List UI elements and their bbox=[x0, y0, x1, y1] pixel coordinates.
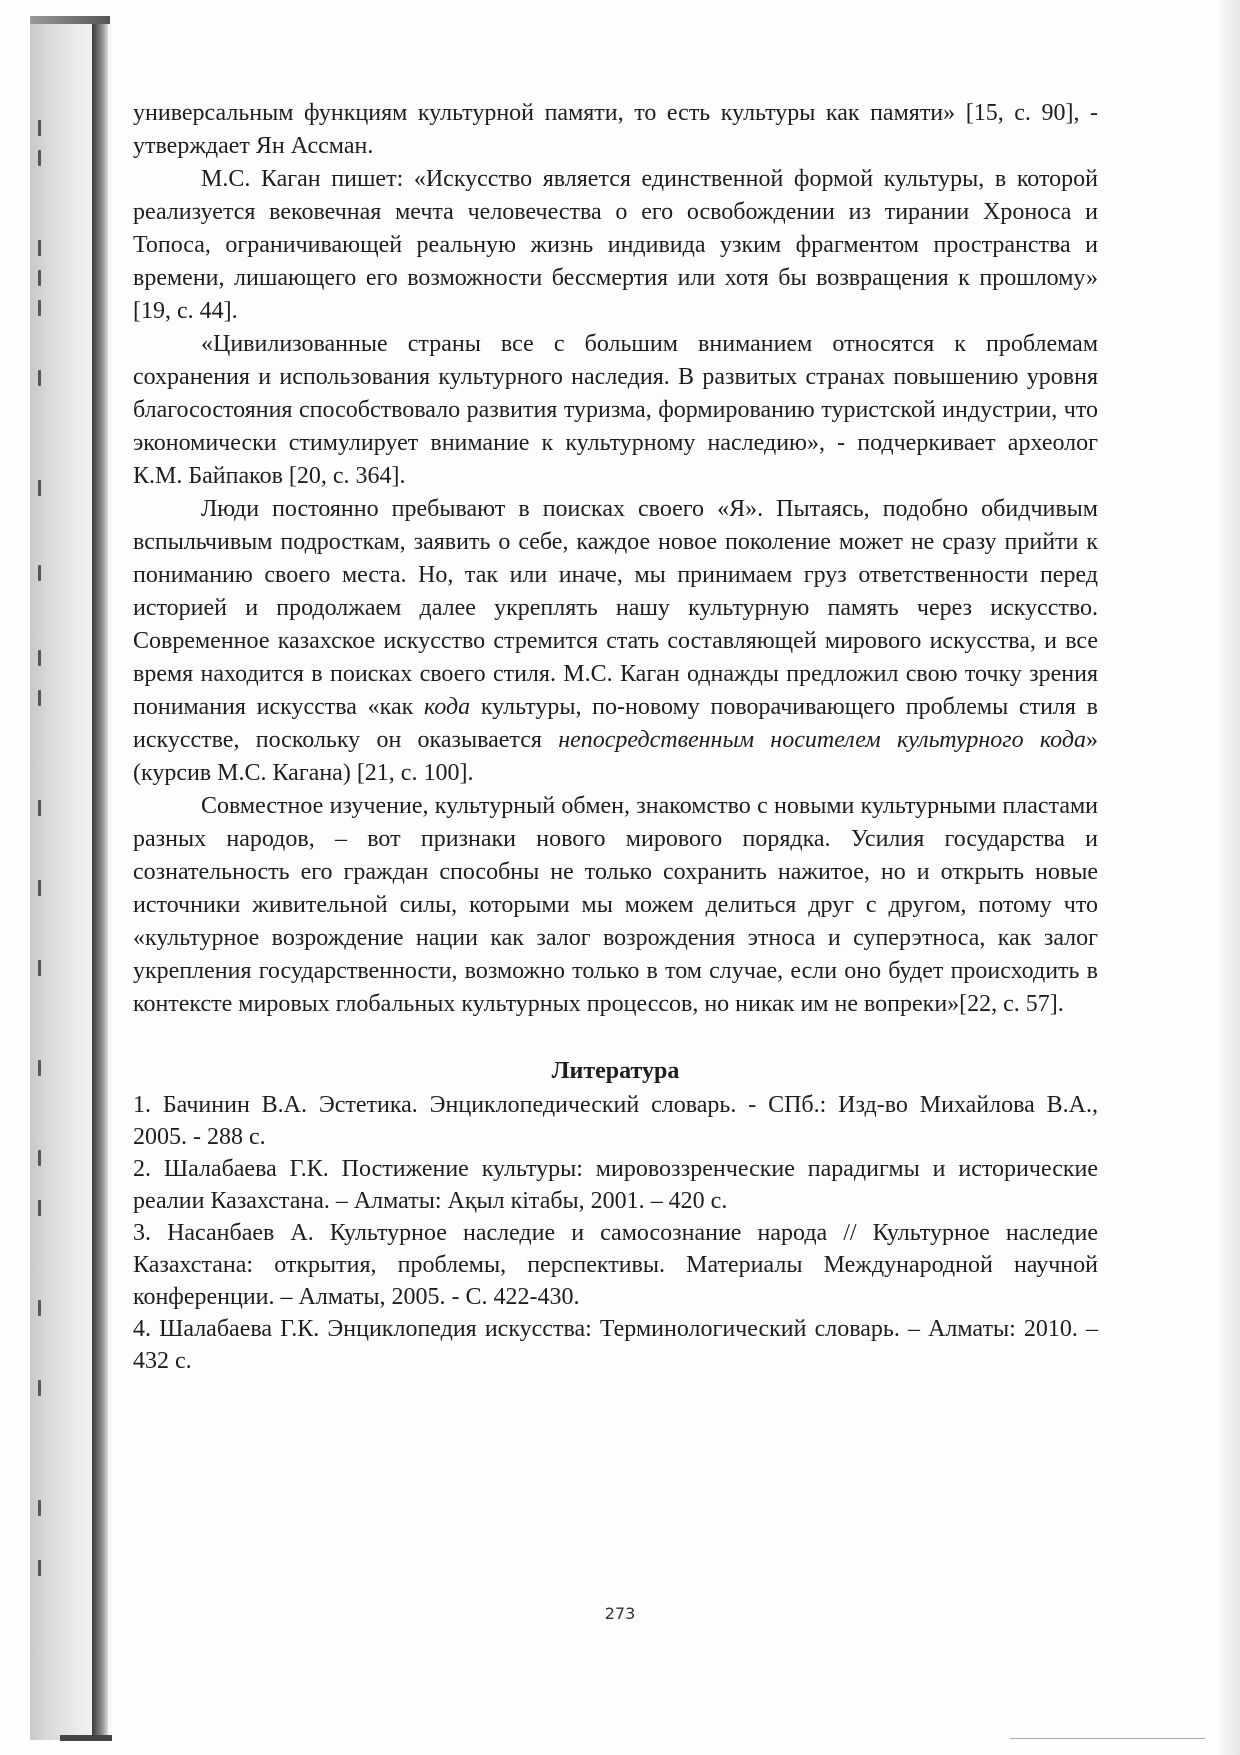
scan-artifact-line bbox=[1010, 1738, 1205, 1739]
paragraph-4-text-c: » (курсив М.С. Кагана) [21, с. 100]. bbox=[133, 727, 1098, 786]
binding-edge-top bbox=[30, 16, 110, 24]
reference-item-3: 3. Насанбаев А. Культурное наследие и самосознание народа // Культурное наследие Казахстана: открытия, проблемы, перспективы. Материалы Международной научной конференции. – Алматы, 2005. - С. 422-430. bbox=[133, 1220, 1098, 1310]
paragraph-5: Совместное изучение, культурный обмен, знакомство с новыми культурными пластами разных народов, – вот признаки нового мирового порядка. Усилия государства и сознательность его граждан способны не только сохранить нажитое, но и открыть новые источники живительной силы, которыми мы можем делиться друг с другом, потому что «культурное возрождение нации как залог возрождения этноса и суперэтноса, как залог укрепления государственности, возможно только в том случае, если оно будет происходить в контексте мировых глобальных культурных процессов, но никак им не вопреки»[22, с. 57]. bbox=[133, 793, 1098, 1017]
paragraph-3: «Цивилизованные страны все с большим вниманием относятся к проблемам сохранения и использования культурного наследия. В развитых странах повышению уровня благосостояния способствовало развития туризма, формированию туристской индустрии, что экономически стимулирует внимание к культурному наследию», - подчеркивает археолог К.М. Байпаков [20, с. 364]. bbox=[133, 331, 1098, 489]
paragraph-4-text-b: культуры, по-новому поворачивающего проблемы стиля в искусстве, поскольку он оказывается bbox=[133, 694, 1098, 753]
paragraph-1: универсальным функциям культурной памяти, то есть культуры как памяти» [15, с. 90], - утверждает Ян Ассман. bbox=[133, 100, 1098, 159]
paragraph-2: М.С. Каган пишет: «Искусство является единственной формой культуры, в которой реализуется вековечная мечта человечества о его освобождении из тирании Хроноса и Топоса, ограничивающей реальную жизнь индивида узким фрагментом пространства и времени, лишающего его возможности бессмертия или хотя бы возвращения к прошлому» [19, с. 44]. bbox=[133, 166, 1098, 324]
article-text bbox=[133, 97, 1098, 1377]
binding-edge bbox=[92, 18, 108, 1740]
reference-item-2: 2. Шалабаева Г.К. Постижение культуры: мировоззренческие парадигмы и исторические реалии Казахстана. – Алматы: Ақыл кітабы, 2001. – 420 с. bbox=[133, 1156, 1098, 1214]
reference-item-4: 4. Шалабаева Г.К. Энциклопедия искусства: Терминологический словарь. – Алматы: 2010. – 432 с. bbox=[133, 1316, 1098, 1374]
paragraph-4-text-a: Люди постоянно пребывают в поисках своего «Я». Пытаясь, подобно обидчивым вспыльчивым подросткам, заявить о себе, каждое новое поколение может не сразу прийти к пониманию своего места. Но, так или иначе, мы принимаем груз ответственности перед историей и продолжаем далее укреплять нашу культурную память через искусство. Современное казахское искусство стремится стать составляющей мирового искусства, и все время находится в поисках своего стиля. М.С. Каган однажды предложил свою точку зрения понимания искусства «как bbox=[133, 496, 1098, 720]
binding-edge-bottom bbox=[60, 1735, 112, 1741]
page-number: 273 bbox=[604, 1604, 636, 1623]
italic-phrase: непосредственным носителем культурного кода bbox=[558, 727, 1086, 753]
reference-item-1: 1. Бачинин В.А. Эстетика. Энциклопедический словарь. - СПб.: Изд-во Михайлова В.А., 2005. - 288 с. bbox=[133, 1092, 1098, 1150]
page-right-edge bbox=[1218, 0, 1240, 1755]
paragraph-4 bbox=[133, 493, 1098, 790]
references-heading: Литература bbox=[551, 1058, 680, 1084]
italic-term-code: кода bbox=[424, 694, 471, 720]
